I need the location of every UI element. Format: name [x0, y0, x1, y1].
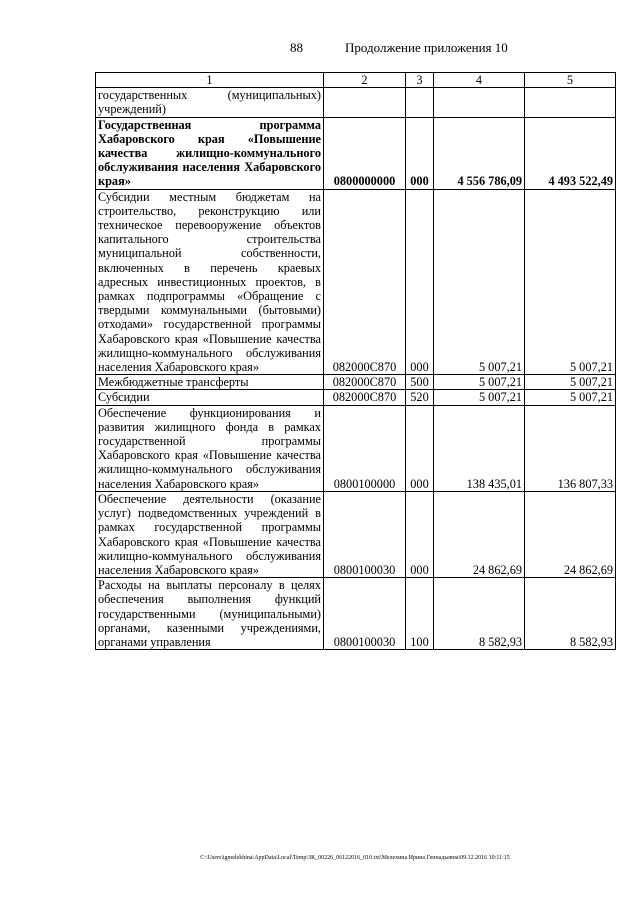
- amount-year-1: 5 007,21: [434, 189, 525, 375]
- table-row: [96, 117, 616, 189]
- row-name-cell: Субсидии местным бюджетам на строительство, реконструкцию или техническое перевооружение объектов капитального строительства муниципальной собственности, включенных в перечень краевых адресных инвестиционных проектов, в рамках подпрограммы «Обращение с твердыми коммунальными (бытовыми) отходами» государственной программы Хабаровского края «Повышение качества жилищно-коммунального обслуживания населения Хабаровского края»: [96, 189, 324, 375]
- row-name-cell: государственных (муниципальных) учреждений): [96, 88, 324, 117]
- row-name-cell: Обеспечение функционирования и развития жилищного фонда в рамках государственной программы Хабаровского края «Повышение качества жилищно-коммунального обслуживания населения Хабаровского края»: [96, 405, 324, 491]
- target-article-code: [324, 88, 406, 117]
- row-name-cell: Государственная программа Хабаровского края «Повышение качества жилищно-коммунального обслуживания населения Хабаровского края»: [96, 117, 324, 189]
- expense-type-code: 500: [406, 375, 434, 390]
- expense-type-code: 000: [406, 189, 434, 375]
- expense-type-code: 000: [406, 117, 434, 189]
- amount-year-1: [434, 88, 525, 117]
- expense-type-code: 000: [406, 405, 434, 491]
- amount-year-2: 8 582,93: [525, 578, 616, 650]
- target-article-code: 082000С870: [324, 390, 406, 405]
- appendix-continuation-note: Продолжение приложения 10: [345, 40, 508, 55]
- row-name-cell: Субсидии: [96, 390, 324, 405]
- amount-year-1: 5 007,21: [434, 390, 525, 405]
- column-number: 2: [324, 73, 406, 88]
- target-article-code: 0800000000: [324, 117, 406, 189]
- amount-year-2: [525, 88, 616, 117]
- amount-year-2: 24 862,69: [525, 491, 616, 577]
- amount-year-1: 4 556 786,09: [434, 117, 525, 189]
- row-name-cell: Расходы на выплаты персоналу в целях обеспечения выполнения функций государственными (муниципальными) органами, казенными учреждениями, органами управления: [96, 578, 324, 650]
- amount-year-1: 8 582,93: [434, 578, 525, 650]
- amount-year-1: 5 007,21: [434, 375, 525, 390]
- table-row: [96, 491, 616, 577]
- file-path-footer: C:\Users\igmelekhina\AppData\Local\Temp\ЗК_00226_06122016_010.txt\Мелехина Ирина Геннадьевна\09.12.2016 10:11:15: [200, 855, 510, 861]
- target-article-code: 0800100030: [324, 578, 406, 650]
- page-number: 88: [290, 40, 303, 55]
- target-article-code: 0800100030: [324, 491, 406, 577]
- budget-table: [95, 72, 616, 650]
- amount-year-2: 5 007,21: [525, 375, 616, 390]
- table-row: [96, 390, 616, 405]
- table-row: [96, 189, 616, 375]
- target-article-code: 082000С870: [324, 375, 406, 390]
- table-row: [96, 405, 616, 491]
- amount-year-2: 136 807,33: [525, 405, 616, 491]
- column-number: 4: [434, 73, 525, 88]
- target-article-code: 082000С870: [324, 189, 406, 375]
- amount-year-2: 5 007,21: [525, 390, 616, 405]
- expense-type-code: 000: [406, 491, 434, 577]
- page-header: [0, 40, 640, 58]
- amount-year-1: 24 862,69: [434, 491, 525, 577]
- table-row: [96, 375, 616, 390]
- row-name-cell: Межбюджетные трансферты: [96, 375, 324, 390]
- amount-year-1: 138 435,01: [434, 405, 525, 491]
- column-number: 5: [525, 73, 616, 88]
- budget-table-body: [96, 73, 616, 650]
- column-number: 1: [96, 73, 324, 88]
- column-number-row: [96, 73, 616, 88]
- amount-year-2: 5 007,21: [525, 189, 616, 375]
- amount-year-2: 4 493 522,49: [525, 117, 616, 189]
- expense-type-code: [406, 88, 434, 117]
- column-number: 3: [406, 73, 434, 88]
- row-name-cell: Обеспечение деятельности (оказание услуг) подведомственных учреждений в рамках государственной программы Хабаровского края «Повышение качества жилищно-коммунального обслуживания населения Хабаровского края»: [96, 491, 324, 577]
- table-row: [96, 88, 616, 117]
- target-article-code: 0800100000: [324, 405, 406, 491]
- table-row: [96, 578, 616, 650]
- expense-type-code: 520: [406, 390, 434, 405]
- expense-type-code: 100: [406, 578, 434, 650]
